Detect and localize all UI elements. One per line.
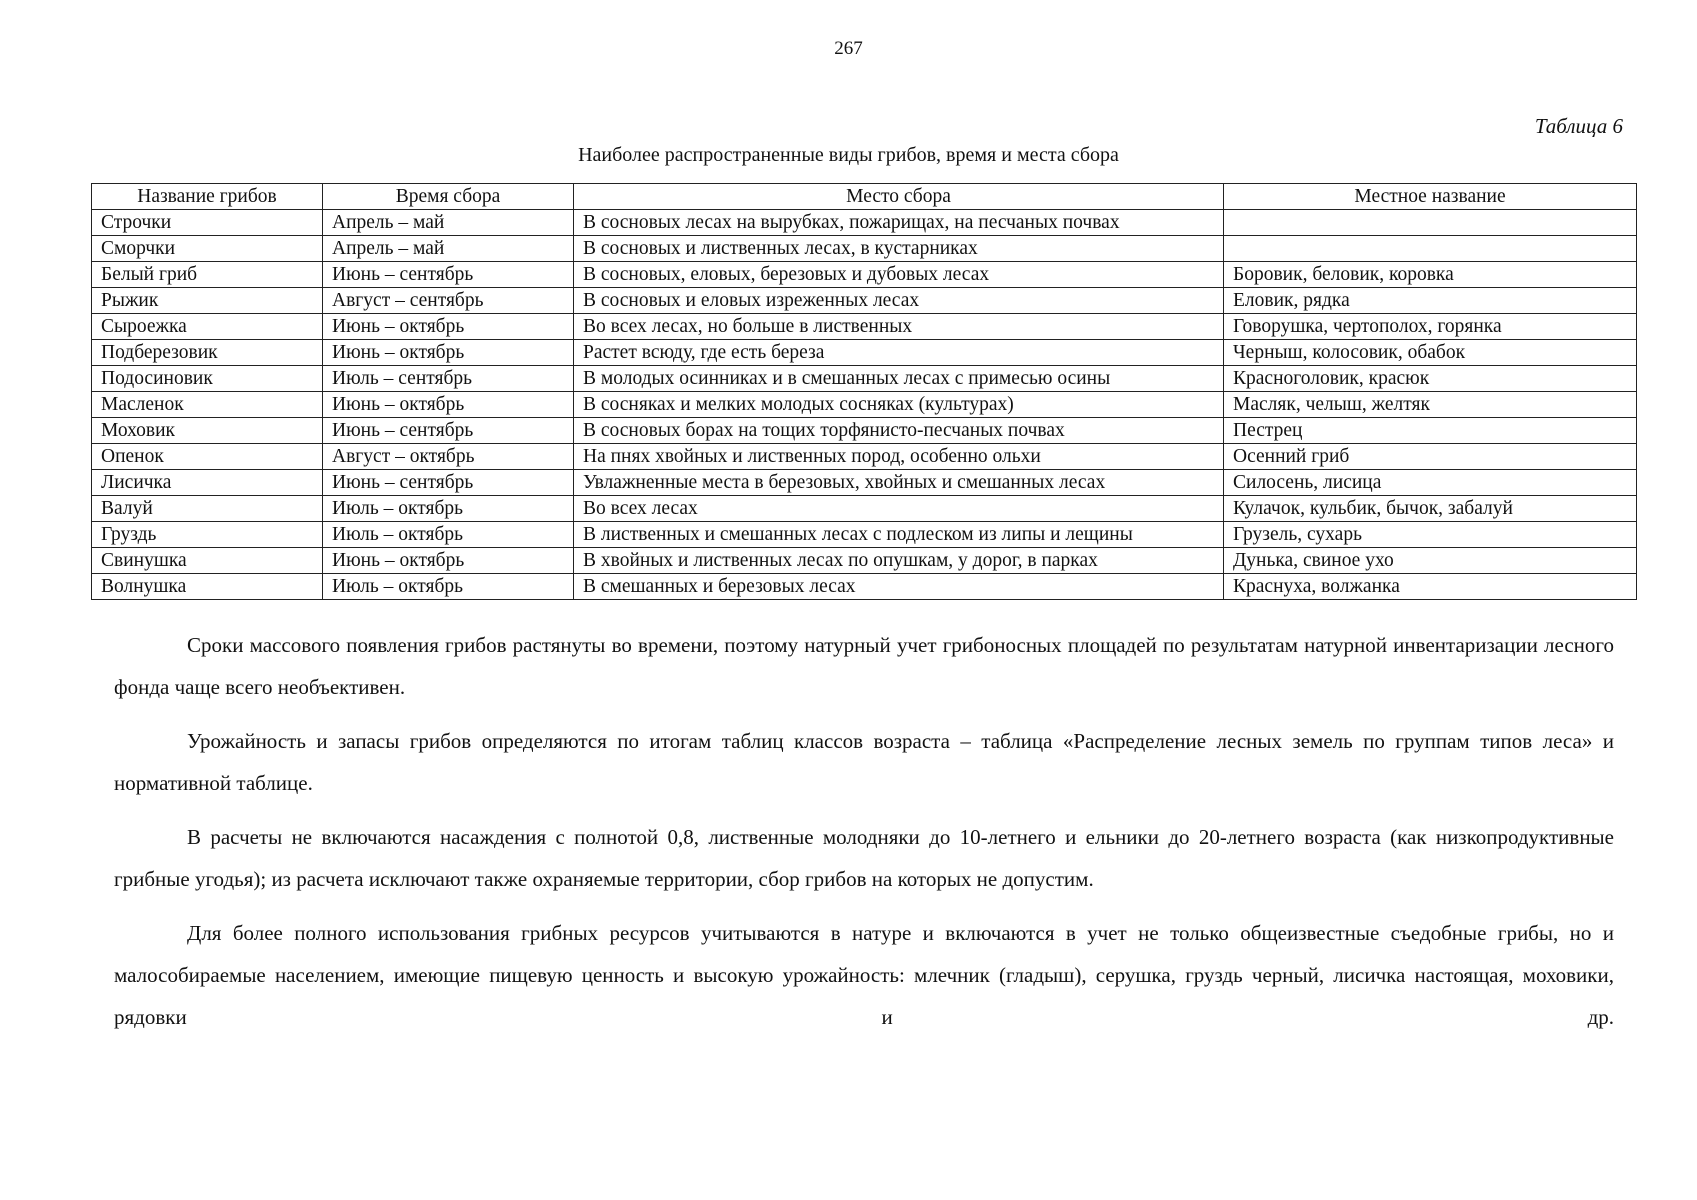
table-title: Наиболее распространенные виды грибов, время и места сбора bbox=[578, 144, 1119, 166]
cell-local-name: Краснуха, волжанка bbox=[1224, 574, 1637, 600]
cell-local-name: Еловик, рядка bbox=[1224, 288, 1637, 314]
table-row bbox=[92, 262, 1637, 288]
cell-name: Строчки bbox=[92, 210, 323, 236]
paragraph: Сроки массового появления грибов растянуты во времени, поэтому натурный учет грибоносных площадей по результатам натурной инвентаризации лесного фонда чаще всего необъективен. bbox=[114, 633, 1614, 699]
cell-time: Июль – октябрь bbox=[323, 574, 574, 600]
cell-place: Растет всюду, где есть береза bbox=[574, 340, 1224, 366]
cell-place: В сосновых и лиственных лесах, в кустарниках bbox=[574, 236, 1224, 262]
cell-local-name: Красноголовик, красюк bbox=[1224, 366, 1637, 392]
cell-time: Август – октябрь bbox=[323, 444, 574, 470]
table-row bbox=[92, 392, 1637, 418]
table-row bbox=[92, 574, 1637, 600]
page-number: 267 bbox=[834, 38, 863, 59]
cell-time: Апрель – май bbox=[323, 210, 574, 236]
cell-local-name: Силосень, лисица bbox=[1224, 470, 1637, 496]
table-row bbox=[92, 366, 1637, 392]
cell-time: Июнь – октябрь bbox=[323, 548, 574, 574]
cell-time: Июнь – сентябрь bbox=[323, 470, 574, 496]
cell-place: Во всех лесах, но больше в лиственных bbox=[574, 314, 1224, 340]
cell-local-name: Масляк, челыш, желтяк bbox=[1224, 392, 1637, 418]
table-header-row bbox=[92, 184, 1637, 210]
table-row bbox=[92, 210, 1637, 236]
cell-place: В сосновых борах на тощих торфянисто-песчаных почвах bbox=[574, 418, 1224, 444]
cell-name: Свинушка bbox=[92, 548, 323, 574]
table-row bbox=[92, 522, 1637, 548]
table-row bbox=[92, 314, 1637, 340]
cell-place: В сосновых, еловых, березовых и дубовых лесах bbox=[574, 262, 1224, 288]
table-row bbox=[92, 548, 1637, 574]
cell-place: На пнях хвойных и лиственных пород, особенно ольхи bbox=[574, 444, 1224, 470]
cell-place: Во всех лесах bbox=[574, 496, 1224, 522]
table-row bbox=[92, 418, 1637, 444]
cell-local-name bbox=[1224, 210, 1637, 236]
cell-name: Волнушка bbox=[92, 574, 323, 600]
column-header-place: Место сбора bbox=[574, 184, 1224, 210]
cell-local-name: Кулачок, кульбик, бычок, забалуй bbox=[1224, 496, 1637, 522]
cell-local-name: Дунька, свиное ухо bbox=[1224, 548, 1637, 574]
table-row bbox=[92, 340, 1637, 366]
cell-place: В молодых осинниках и в смешанных лесах с примесью осины bbox=[574, 366, 1224, 392]
cell-name: Рыжик bbox=[92, 288, 323, 314]
cell-place: В сосняках и мелких молодых сосняках (культурах) bbox=[574, 392, 1224, 418]
cell-time: Июль – октябрь bbox=[323, 496, 574, 522]
table-label: Таблица 6 bbox=[1534, 114, 1623, 138]
cell-name: Подберезовик bbox=[92, 340, 323, 366]
table-row bbox=[92, 288, 1637, 314]
cell-time: Июнь – сентябрь bbox=[323, 262, 574, 288]
cell-local-name bbox=[1224, 236, 1637, 262]
cell-local-name: Черныш, колосовик, обабок bbox=[1224, 340, 1637, 366]
cell-name: Сыроежка bbox=[92, 314, 323, 340]
cell-local-name: Пестрец bbox=[1224, 418, 1637, 444]
cell-local-name: Грузель, сухарь bbox=[1224, 522, 1637, 548]
paragraph: В расчеты не включаются насаждения с полнотой 0,8, лиственные молодняки до 10-летнего и ельники до 20-летнего возраста (как низкопродуктивные грибные угодья); из расчета исключают также охраняемые территории, сбор грибов на которых не допустим. bbox=[114, 825, 1614, 891]
body-text bbox=[114, 624, 1614, 1050]
cell-time: Апрель – май bbox=[323, 236, 574, 262]
cell-name: Опенок bbox=[92, 444, 323, 470]
cell-place: В сосновых и еловых изреженных лесах bbox=[574, 288, 1224, 314]
cell-place: В сосновых лесах на вырубках, пожарищах, на песчаных почвах bbox=[574, 210, 1224, 236]
column-header-name: Название грибов bbox=[92, 184, 323, 210]
column-header-local-name: Местное название bbox=[1224, 184, 1637, 210]
cell-time: Июнь – октябрь bbox=[323, 340, 574, 366]
cell-time: Июнь – сентябрь bbox=[323, 418, 574, 444]
cell-name: Масленок bbox=[92, 392, 323, 418]
paragraph: Урожайность и запасы грибов определяются по итогам таблиц классов возраста – таблица «Распределение лесных земель по группам типов леса» и нормативной таблице. bbox=[114, 729, 1614, 795]
paragraph: Для более полного использования грибных ресурсов учитываются в натуре и включаются в учет не только общеизвестные съедобные грибы, но и малособираемые населением, имеющие пищевую ценность и высокую урожайность: млечник (гладыш), серушка, груздь черный, лисичка настоящая, моховики, рядовки и др. bbox=[114, 921, 1614, 1029]
cell-time: Июль – сентябрь bbox=[323, 366, 574, 392]
cell-local-name: Говорушка, чертополох, горянка bbox=[1224, 314, 1637, 340]
column-header-time: Время сбора bbox=[323, 184, 574, 210]
cell-place: В хвойных и лиственных лесах по опушкам, у дорог, в парках bbox=[574, 548, 1224, 574]
cell-name: Валуй bbox=[92, 496, 323, 522]
cell-name: Белый гриб bbox=[92, 262, 323, 288]
cell-local-name: Осенний гриб bbox=[1224, 444, 1637, 470]
cell-place: В смешанных и березовых лесах bbox=[574, 574, 1224, 600]
table-row bbox=[92, 444, 1637, 470]
cell-time: Июль – октябрь bbox=[323, 522, 574, 548]
cell-name: Подосиновик bbox=[92, 366, 323, 392]
cell-name: Лисичка bbox=[92, 470, 323, 496]
cell-name: Груздь bbox=[92, 522, 323, 548]
cell-local-name: Боровик, беловик, коровка bbox=[1224, 262, 1637, 288]
table-row bbox=[92, 470, 1637, 496]
cell-time: Июнь – октябрь bbox=[323, 314, 574, 340]
cell-time: Август – сентябрь bbox=[323, 288, 574, 314]
table-row bbox=[92, 236, 1637, 262]
cell-place: В лиственных и смешанных лесах с подлеском из липы и лещины bbox=[574, 522, 1224, 548]
table-row bbox=[92, 496, 1637, 522]
table-body bbox=[92, 210, 1637, 600]
mushroom-table bbox=[91, 183, 1637, 600]
cell-place: Увлажненные места в березовых, хвойных и смешанных лесах bbox=[574, 470, 1224, 496]
cell-time: Июнь – октябрь bbox=[323, 392, 574, 418]
cell-name: Моховик bbox=[92, 418, 323, 444]
cell-name: Сморчки bbox=[92, 236, 323, 262]
